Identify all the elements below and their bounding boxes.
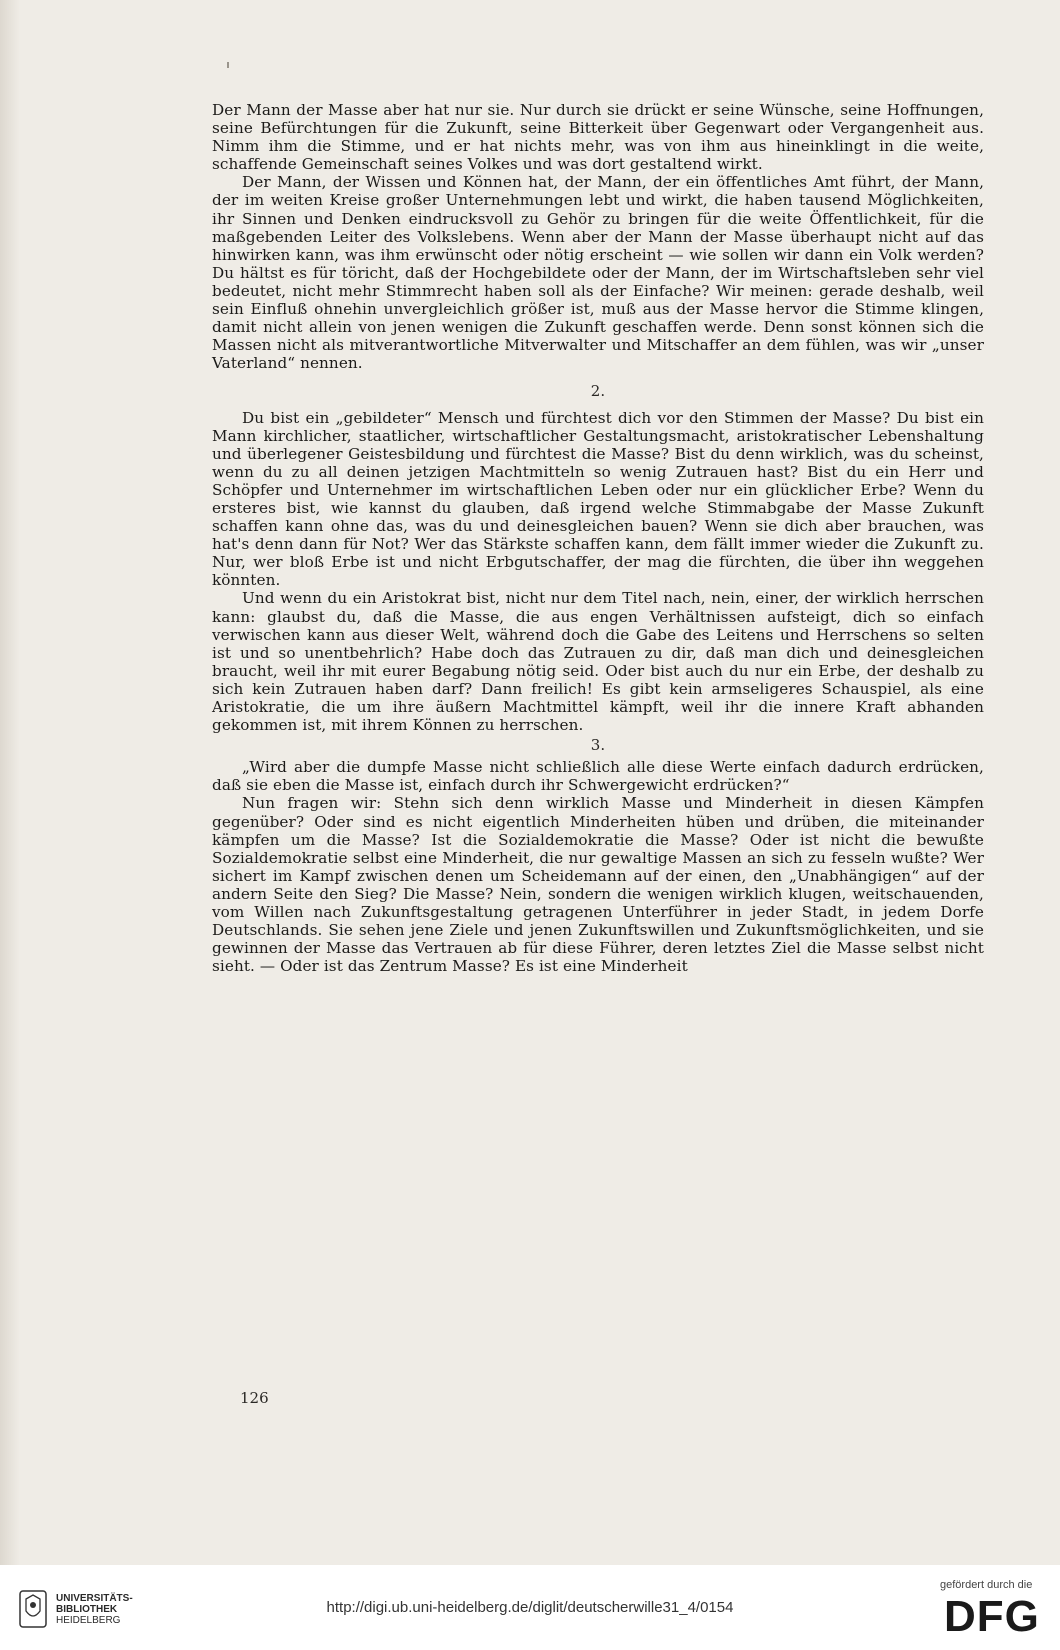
document-url-link[interactable]: http://digi.ub.uni-heidelberg.de/diglit/deutscherwille31_4/0154 — [326, 1599, 734, 1616]
dfg-logo: DFG — [944, 1592, 1040, 1641]
section-number: 3. — [590, 736, 606, 755]
section-number: 2. — [590, 382, 606, 401]
paragraph: Du bist ein „gebildeter“ Mensch und fürchtest dich vor den Stimmen der Masse? Du bist ein Mann kirchlicher, staatlicher, wirtschaftlicher Gestaltungsmacht, aristokratischer Lebenshaltung und überlegener Geistesbildung und fürchtest die Masse? Bist du denn wirklich, was du scheinst, wenn du zu all deinen jetzigen Machtmitteln so wenig Zutrauen hast? Bist du ein Herr und Schöpfer und Unternehmer im wirtschaftlichen Leben oder nur ein glücklicher Erbe? Wenn du ersteres bist, wie kannst du glauben, daß irgend welche Stimmabgabe der Masse Zukunft schaffen kann ohne das, was du und deinesgleichen bauen? Wenn sie dich aber brauchen, was hat's denn dann für Not? Wer das Stärkste schaffen kann, dem fällt immer wieder die Zukunft zu. Nur, wer bloß Erbe ist und nicht Erbgutschaffer, der mag die fürchten, die über ihn weggehen könnten. — [212, 408, 984, 590]
paragraph: Der Mann, der Wissen und Können hat, der Mann, der ein öffentliches Amt führt, der Mann, der im weiten Kreise großer Unternehmungen lebt und wirkt, die haben tausend Möglichkeiten, ihr Sinnen und Denken eindrucksvoll zu Gehör zu bringen für die weite Öffentlichkeit, für die maßgebenden Leiter des Volkslebens. Wenn aber der Mann der Masse überhaupt nicht auf das hinwirken kann, was ihm erwünscht oder nötig erscheint — wie sollen wir dann ein Volk werden? Du hältst es für töricht, daß der Hochgebildete oder der Mann, der im Wirtschaftsleben sehr viel bedeutet, nicht mehr Stimmrecht haben soll als der Einfache? Wir meinen: gerade deshalb, weil sein Einfluß ohnehin unvergleichlich größer ist, muß aus der Masse hervor die Stimme klingen, damit nicht allein von jenen wenigen die Zukunft geschaffen werde. Denn sonst können sich die Massen nicht als mitverantwortliche Mitverwalter und Mitschaffer an dem fühlen, was wir „unser Vaterland“ nennen. — [212, 173, 984, 373]
page-number: 126 — [240, 1389, 269, 1407]
library-name: UNIVERSITÄTS- BIBLIOTHEK HEIDELBERG — [56, 1593, 133, 1626]
body-text — [212, 101, 984, 975]
viewer-footer — [0, 1565, 1060, 1650]
funding-note: gefördert durch die — [940, 1579, 1033, 1591]
paragraph: Nun fragen wir: Stehn sich denn wirklich Masse und Minderheit in diesen Kämpfen gegenüber? Oder sind es nicht eigentlich Minderheiten hüben und drüben, die miteinander kämpfen um die Masse? Ist die Sozialdemokratie die Masse? Oder ist nicht die bewußte Sozialdemokratie selbst eine Minderheit, die nur gewaltige Massen an sich zu fesseln wußte? Wer sichert im Kampf zwischen denen um Scheidemann auf der einen, den „Unabhängigen“ auf der andern Seite den Sieg? Die Masse? Nein, sondern die wenigen wirklich klugen, weitschauenden, vom Willen nach Zukunftsgestaltung getragenen Unterführer in jeder Stadt, in jedem Dorfe Deutschlands. Sie sehen jene Ziele und jenen Zukunftswillen und Zukunftsmöglichkeiten, und sie gewinnen der Masse das Vertrauen ab für diese Führer, deren letztes Ziel die Masse selbst nicht sieht. — Oder ist das Zentrum Masse? Es ist eine Minderheit — [212, 794, 984, 976]
scan-mark — [227, 62, 229, 68]
paragraph: „Wird aber die dumpfe Masse nicht schließlich alle diese Werte einfach dadurch erdrücken, daß sie eben die Masse ist, einfach durch ihr Schwergewicht erdrücken?“ — [212, 758, 984, 795]
paragraph: Der Mann der Masse aber hat nur sie. Nur durch sie drückt er seine Wünsche, seine Hoffnungen, seine Befürchtungen für die Zukunft, seine Bitterkeit über Gegenwart oder Vergangenheit aus. Nimm ihm die Stimme, und er hat nichts mehr, was von ihm aus hineinklingt in die weite, schaffende Gemeinschaft seines Volkes und was dort gestaltend wirkt. — [212, 101, 984, 174]
paragraph: Und wenn du ein Aristokrat bist, nicht nur dem Titel nach, nein, einer, der wirklich herrschen kann: glaubst du, daß die Masse, die aus engen Verhältnissen aufsteigt, dich so einfach verwischen kann aus dieser Welt, während doch die Gabe des Leitens und Herrschens so selten ist und so unentbehrlich? Habe doch das Zutrauen zu dir, daß man dich und deinesgleichen braucht, weil ihr mit eurer Begabung nötig seid. Oder bist auch du nur ein Erbe, der deshalb zu sich kein Zutrauen haben darf? Dann freilich! Es gibt kein armseligeres Schauspiel, als eine Aristokratie, die um ihre äußern Machtmittel kämpft, weil ihr die innere Kraft abhanden gekommen ist, mit ihrem Können zu herrschen. — [212, 589, 984, 735]
